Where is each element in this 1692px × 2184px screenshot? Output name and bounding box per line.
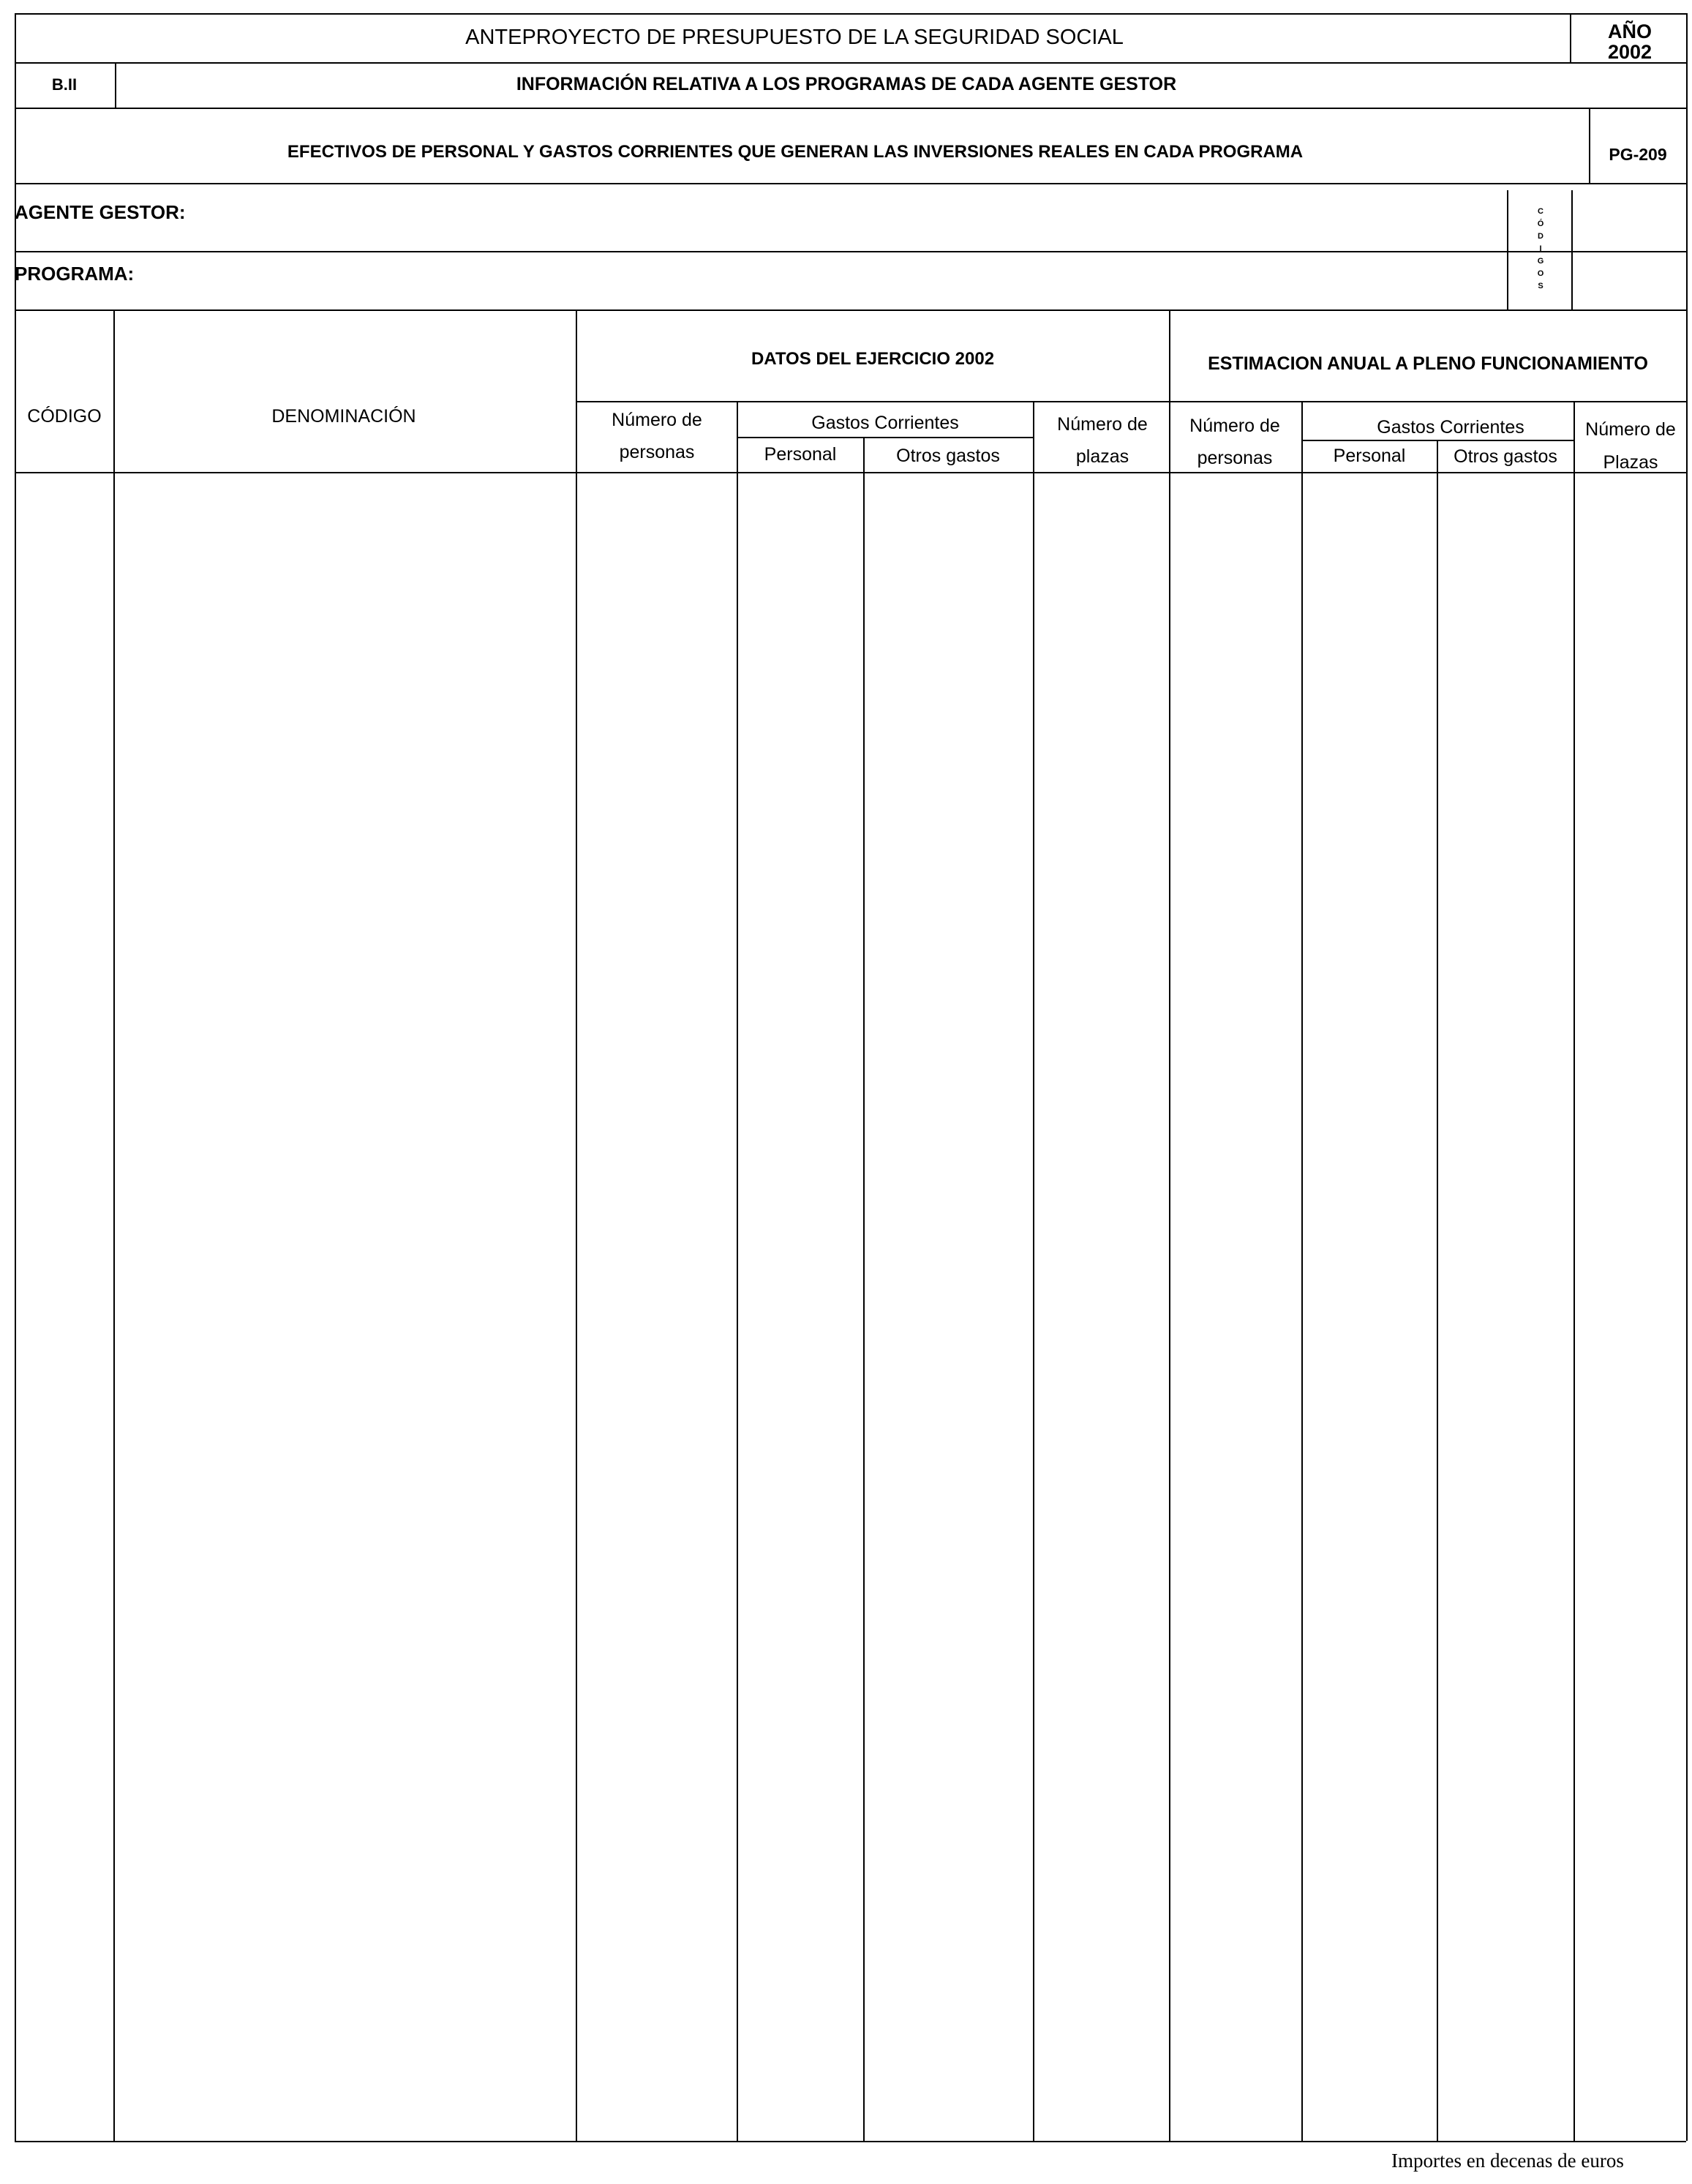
table-right [1686,309,1688,2141]
border-row2 [15,108,1686,109]
datos-numero-plazas-line2: plazas [1075,446,1129,467]
divider-year [1570,13,1571,62]
border-agente [15,251,1686,252]
col-header-denominacion: DENOMINACIÓN [271,406,416,427]
group-header-bottom [576,401,1686,402]
programa-code-field[interactable] [1573,252,1686,308]
border-right [1686,13,1688,309]
est-numero-personas-line1: Número de [1189,416,1280,436]
datos-gastos-corrientes: Gastos Corrientes [811,413,959,433]
year-label: AÑO [1608,20,1652,42]
datos-numero-personas-line2: personas [619,442,695,462]
data-col-codigo[interactable] [16,473,113,2140]
est-personal: Personal [1333,446,1406,466]
divider-section-code [115,62,116,108]
est-numero-plazas-line1: Número de [1585,419,1676,440]
border-row3 [15,183,1686,184]
datos-numero-personas-line1: Número de [612,410,702,430]
form-title: EFECTIVOS DE PERSONAL Y GASTOS CORRIENTES QUE GENERAN LAS INVERSIONES REALES EN CADA PROGRAMA [287,142,1304,162]
gastos-subheader-line-datos [737,437,1033,438]
est-numero-personas-line2: personas [1197,448,1273,468]
col-header-codigo: CÓDIGO [27,406,102,427]
codes-letter: O [1537,269,1544,278]
agente-gestor-value-field[interactable] [198,192,1500,243]
codes-letter: D [1538,232,1544,241]
programa-value-field[interactable] [161,256,1500,304]
data-col-datos-personal[interactable] [738,473,862,2140]
data-col-datos-personas[interactable] [577,473,736,2140]
group-header-estimacion: ESTIMACION ANUAL A PLENO FUNCIONAMIENTO [1208,353,1648,374]
codigos-vertical-label [1533,206,1548,293]
codes-letter: Ó [1537,219,1544,228]
data-col-est-personal[interactable] [1303,473,1436,2140]
data-col-datos-plazas[interactable] [1034,473,1168,2140]
form-code: PG-209 [1609,145,1667,164]
data-col-est-personas[interactable] [1170,473,1301,2140]
divider-codes-left [1507,190,1508,309]
group-header-datos: DATOS DEL EJERCICIO 2002 [751,349,995,369]
codes-letter: I [1539,244,1542,253]
data-col-est-otros[interactable] [1438,473,1573,2140]
est-numero-plazas-line2: Plazas [1603,452,1658,473]
agente-code-field[interactable] [1573,192,1686,250]
datos-otros-gastos: Otros gastos [896,446,1000,466]
codes-letter: S [1538,282,1544,290]
border-top [15,13,1686,15]
data-col-datos-otros[interactable] [865,473,1032,2140]
datos-numero-plazas-line1: Número de [1057,414,1148,435]
border-programa [15,309,1686,311]
border-row1 [15,62,1686,64]
programa-label: PROGRAMA: [15,263,135,285]
table-bottom [15,2141,1686,2142]
data-col-est-plazas[interactable] [1575,473,1685,2140]
codes-letter: G [1537,257,1544,266]
document-title: ANTEPROYECTO DE PRESUPUESTO DE LA SEGURIDAD SOCIAL [465,26,1124,49]
year-value: 2002 [1607,41,1652,63]
datos-personal: Personal [764,444,837,465]
footer-note: Importes en decenas de euros [1391,2150,1624,2172]
est-gastos-corrientes: Gastos Corrientes [1377,417,1524,438]
section-code: B.II [51,75,78,94]
divider-form-code [1589,108,1590,183]
codes-letter: C [1538,207,1544,216]
est-otros-gastos: Otros gastos [1454,446,1557,467]
data-col-denominacion[interactable] [115,473,575,2140]
section-title: INFORMACIÓN RELATIVA A LOS PROGRAMAS DE CADA AGENTE GESTOR [516,74,1177,94]
agente-gestor-label: AGENTE GESTOR: [15,201,186,223]
